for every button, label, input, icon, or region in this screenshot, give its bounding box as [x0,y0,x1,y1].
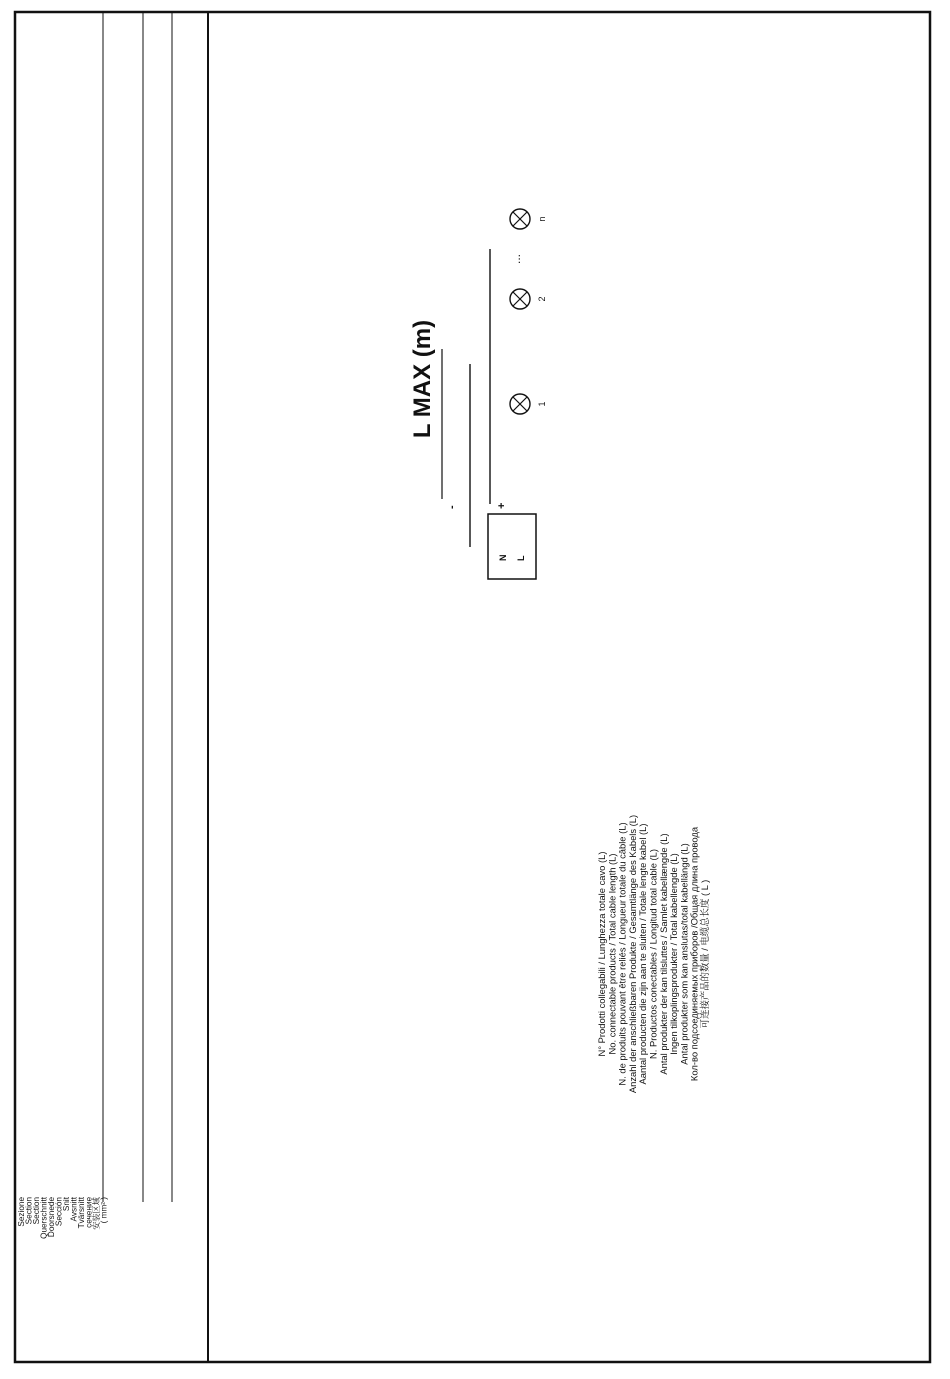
table-border [15,12,930,1362]
terminal-n-label: N [498,554,508,561]
legend-line: Кол-во подсоединяемых приборов /Общая длина провода [688,826,700,1082]
legend-line: No. connectable products / Total cable length (L) [606,853,618,1055]
legend-line: N° Prodotti collegabili / Lunghezza totale cavo (L) [596,851,607,1057]
legend-line: Aantal producten die zijn aan te sluiten / Totale lengte kabel (L) [637,823,649,1085]
legend-line: Ingen tilkoplingsprodukter / Total kabellengde (L) [668,853,680,1055]
lamp-index: 2 [537,296,547,302]
lamp-index: n [537,216,547,222]
section-label: Sección [54,1197,64,1227]
terminal-l-label: L [516,555,526,561]
section-label: ( mm² ) [99,1197,109,1224]
legend-line: 可连接产品的数量 / 电缆总长度 ( L ) [699,879,710,1029]
legend-line: N. Productos conectables / Longitud total cable (L) [647,848,659,1060]
section-label: Section [32,1197,41,1225]
legend-line: Antal produkter som kan anslutas/total kabellängd (L) [678,843,690,1065]
legend-line: N. de produits pouvant être reliés / Longueur totale du câble (L) [616,822,628,1086]
section-label: сечение [84,1197,94,1228]
legend-line: Anzahl der anschließbaren Produkte / Gesamtlänge des Kabels (L) [626,814,638,1094]
diagram-title: L MAX (m) [409,319,436,439]
section-label: Avsnitt [69,1197,79,1222]
plus-sign: + [496,502,508,509]
section-label: 安装区域 [92,1197,101,1230]
section-label: Doorsnede [47,1197,56,1238]
section-label: Snit [62,1197,71,1212]
section-label: Section [24,1197,34,1225]
legend-line: Antal produkter der kan tilsluttes / Samlet kabellængde (L) [657,833,669,1075]
minus-sign: - [446,505,458,509]
lamp-index: 1 [537,401,547,407]
section-label: Querschnitt [39,1197,49,1239]
section-label: Sezione [17,1197,26,1227]
section-label: Tvärsnitt [77,1197,86,1229]
wiring-diagram [442,209,536,579]
lamp-ellipsis: ... [509,253,523,264]
power-supply-box [488,514,536,579]
